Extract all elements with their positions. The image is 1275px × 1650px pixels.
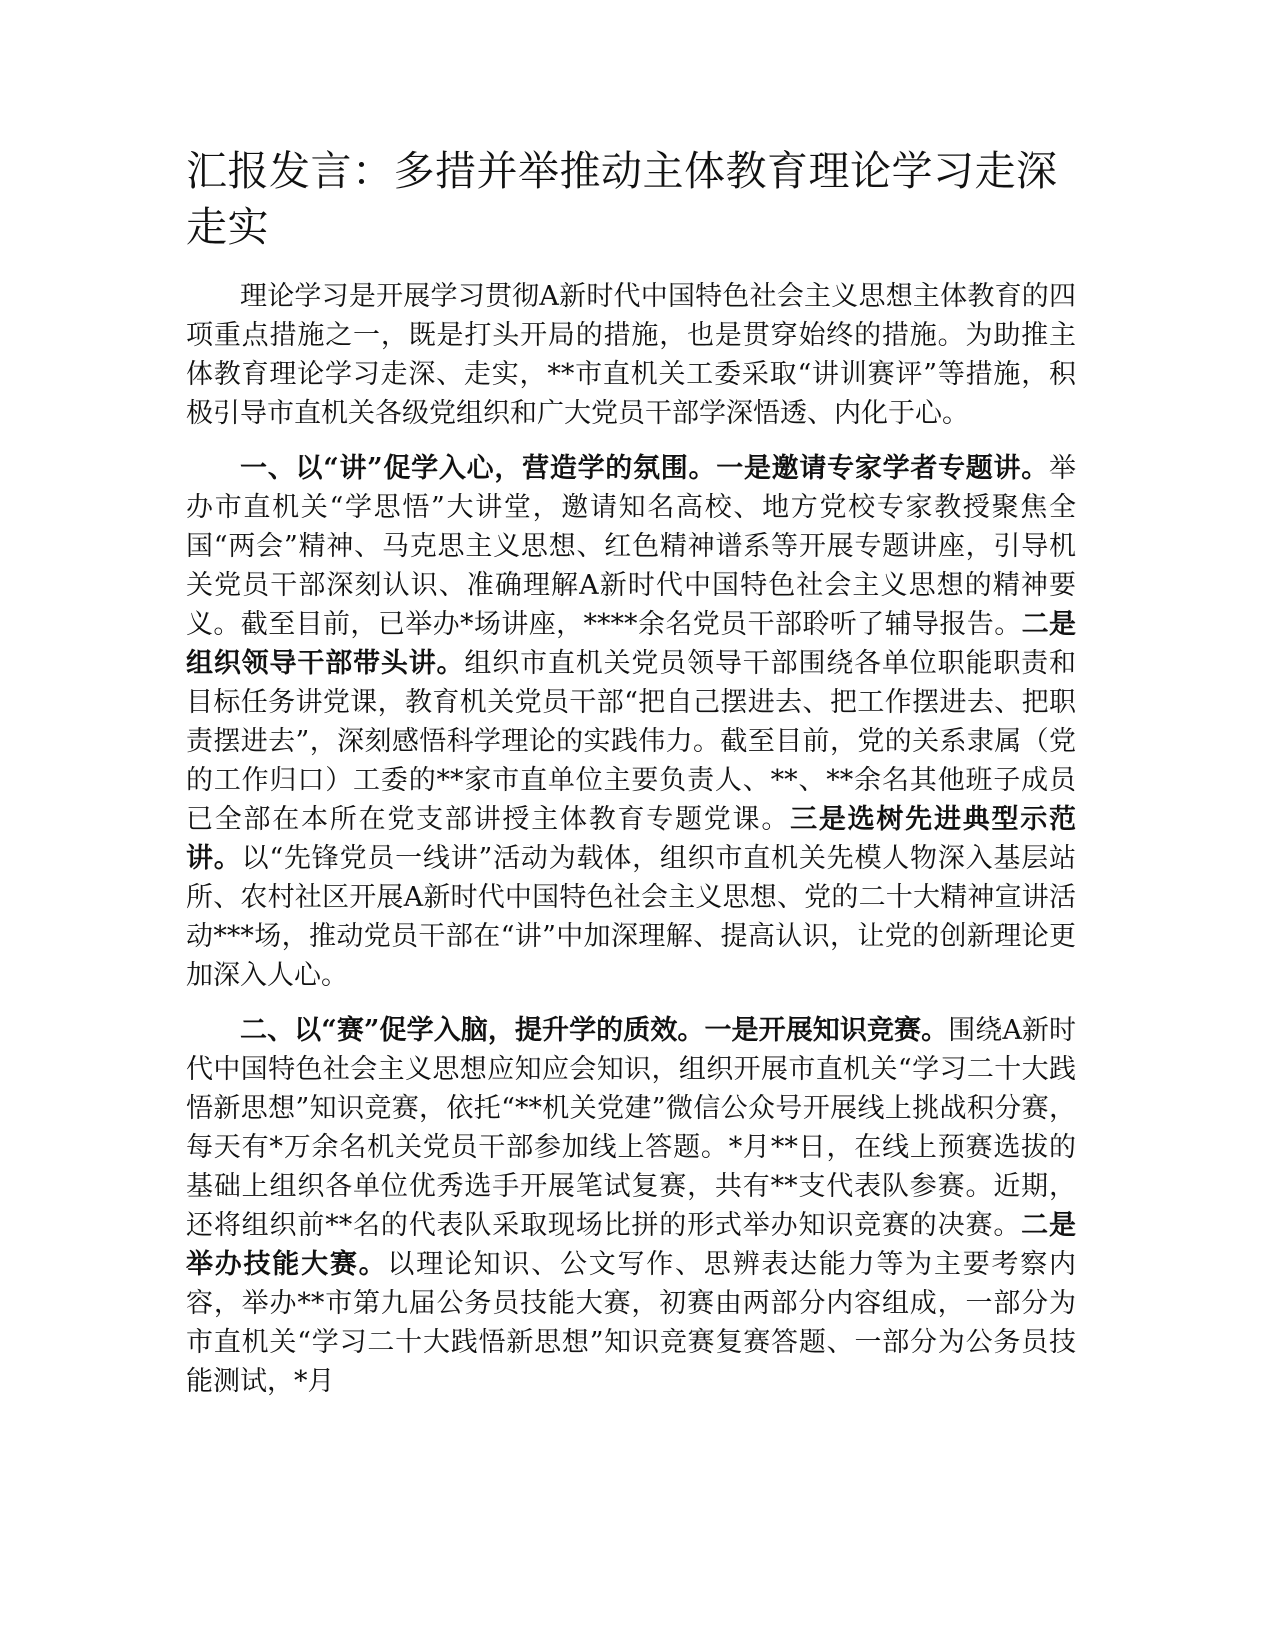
- paragraph-intro: [186, 277, 1076, 433]
- subpoint-heading: 三是选树先进典型示范讲。: [186, 804, 1077, 874]
- paragraph-section-2: [186, 1011, 1076, 1401]
- subpoint-heading: 二是组织领导干部带头讲。: [186, 609, 1077, 679]
- paragraph-text: 以理论知识、公文写作、思辨表达能力等为主要考察内容，举办**市第九届公务员技能大赛，初赛由两部分内容组成，一部分为市直机关“学习二十大践悟新思想”知识竞赛复赛答题、一部分为公务员技能测试，*月: [186, 1249, 1077, 1397]
- paragraph-text: 以“先锋党员一线讲”活动为载体，组织市直机关先模人物深入基层站所、农村社区开展A新时代中国特色社会主义思想、党的二十大精神宣讲活动***场，推动党员干部在“讲”中加深理解、提高认识，让党的创新理论更加深入人心。: [186, 843, 1077, 991]
- section-heading: 二、以“赛”促学入脑，提升学的质效。一是开展知识竞赛。: [240, 1015, 949, 1046]
- paragraph-section-1: [186, 449, 1076, 995]
- paragraph-text: 举办市直机关“学思悟”大讲堂，邀请知名高校、地方党校专家教授聚焦全国“两会”精神、马克思主义思想、红色精神谱系等开展专题讲座，引导机关党员干部深刻认识、准确理解A新时代中国特色社会主义思想的精神要义。截至目前，已举办*场讲座，****余名党员干部聆听了辅导报告。: [186, 453, 1076, 640]
- document-title: 汇报发言：多措并举推动主体教育理论学习走深走实: [186, 147, 1058, 251]
- section-heading: 一、以“讲”促学入心，营造学的氛围。一是邀请专家学者专题讲。: [240, 453, 1049, 484]
- paragraph-text: 围绕A新时代中国特色社会主义思想应知应会知识，组织开展市直机关“学习二十大践悟新思想”知识竞赛，依托“**机关党建”微信公众号开展线上挑战积分赛，每天有*万余名机关党员干部参加线上答题。*月**日，在线上预赛选拔的基础上组织各单位优秀选手开展笔试复赛，共有**支代表队参赛。近期，还将组织前**名的代表队采取现场比拼的形式举办知识竞赛的决赛。: [186, 1015, 1077, 1241]
- paragraph-text: 理论学习是开展学习贯彻A新时代中国特色社会主义思想主体教育的四项重点措施之一，既是打头开局的措施，也是贯穿始终的措施。为助推主体教育理论学习走深、走实，**市直机关工委采取“讲训赛评”等措施，积极引导市直机关各级党组织和广大党员干部学深悟透、内化于心。: [186, 281, 1076, 429]
- document-page: [186, 143, 1076, 1417]
- paragraph-text: 组织市直机关党员领导干部围绕各单位职能职责和目标任务讲党课，教育机关党员干部“把自己摆进去、把工作摆进去、把职责摆进去”，深刻感悟科学理论的实践伟力。截至目前，党的关系隶属（党的工作归口）工委的**家市直单位主要负责人、**、**余名其他班子成员已全部在本所在党支部讲授主体教育专题党课。: [186, 648, 1077, 835]
- subpoint-heading: 二是举办技能大赛。: [186, 1210, 1077, 1280]
